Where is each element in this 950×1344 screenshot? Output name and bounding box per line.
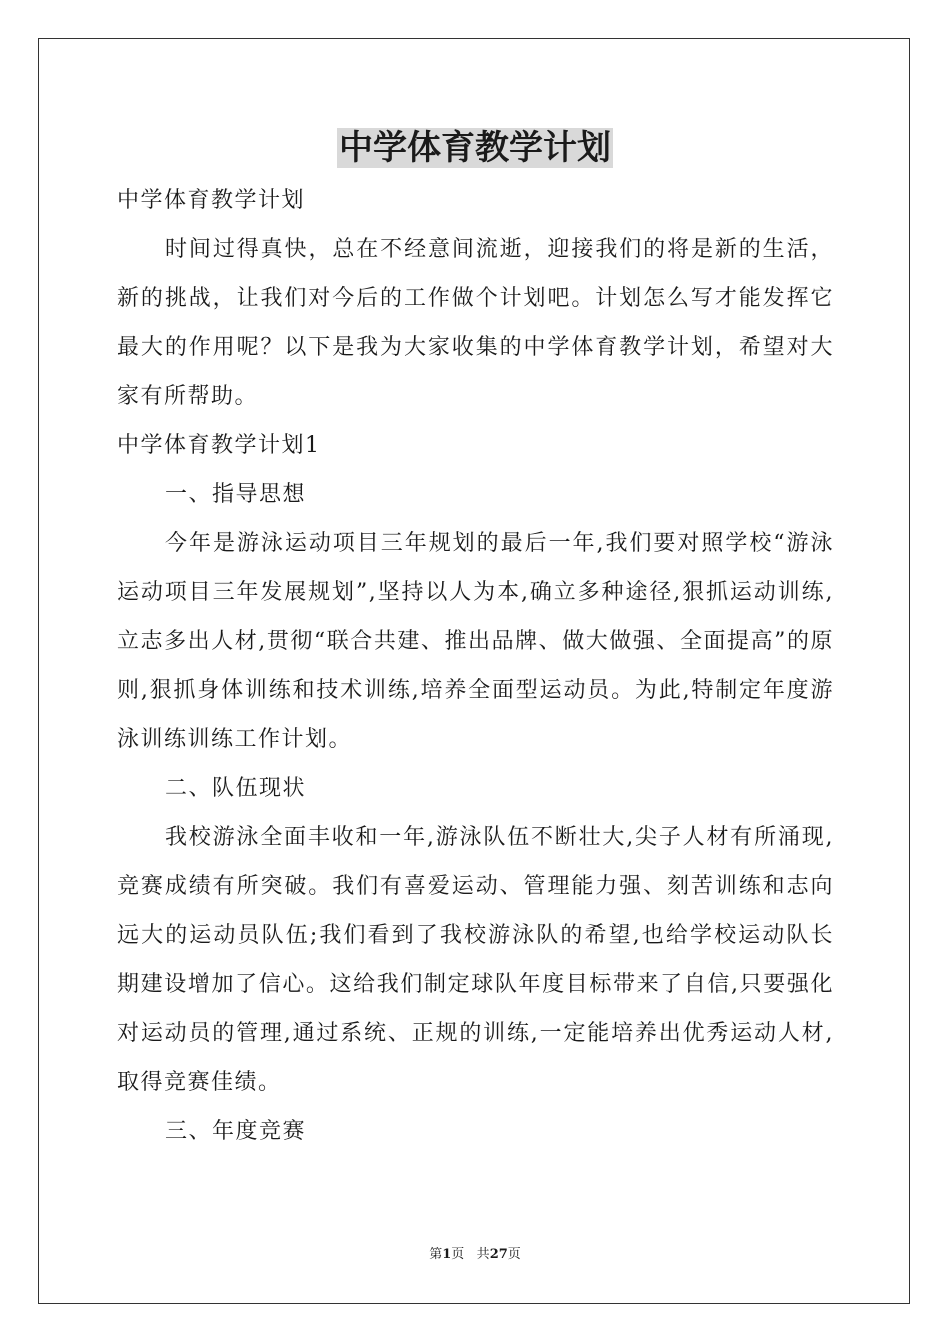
page-footer (0, 1246, 950, 1264)
heading-annual-competition: 三、年度竞赛 (165, 1119, 307, 1144)
document-title (0, 124, 950, 172)
document-body (117, 176, 834, 1156)
heading-team-status: 二、队伍现状 (165, 776, 307, 801)
team-status-paragraph: 我校游泳全面丰收和一年,游泳队伍不断壮大,尖子人材有所涌现,竞赛成绩有所突破。我们有喜爱运动、管理能力强、刻苦训练和志向远大的运动员队伍;我们看到了我校游泳队的希望,也给学校运动队长期建设增加了信心。这给我们制定球队年度目标带来了自信,只要强化对运动员的管理,通过系统、正规的训练,一定能培养出优秀运动人材,取得竞赛佳绩。 (117, 825, 834, 1095)
footer-total-unit: 页 (507, 1247, 521, 1262)
footer-page-number: 1 (442, 1247, 452, 1262)
subtitle-line: 中学体育教学计划 (117, 188, 306, 213)
heading-guiding-principle: 一、指导思想 (165, 482, 307, 507)
guiding-principle-paragraph: 今年是游泳运动项目三年规划的最后一年,我们要对照学校“游泳运动项目三年发展规划”,坚持以人为本,确立多种途径,狠抓运动训练,立志多出人材,贯彻“联合共建、推出品牌、做大做强、全面提高”的原则,狠抓身体训练和技术训练,培养全面型运动员。为此,特制定年度游泳训练训练工作计划。 (117, 531, 834, 752)
footer-total-pages: 27 (489, 1247, 508, 1262)
footer-total-prefix: 共 (476, 1247, 490, 1262)
footer-page-prefix: 第 (429, 1247, 443, 1262)
intro-paragraph: 时间过得真快，总在不经意间流逝，迎接我们的将是新的生活，新的挑战，让我们对今后的工作做个计划吧。计划怎么写才能发挥它最大的作用呢？以下是我为大家收集的中学体育教学计划，希望对大家有所帮助。 (117, 237, 834, 409)
footer-page-unit: 页 (451, 1247, 465, 1262)
section-heading-plan-1: 中学体育教学计划1 (117, 433, 321, 458)
document-title-text: 中学体育教学计划 (339, 128, 611, 168)
